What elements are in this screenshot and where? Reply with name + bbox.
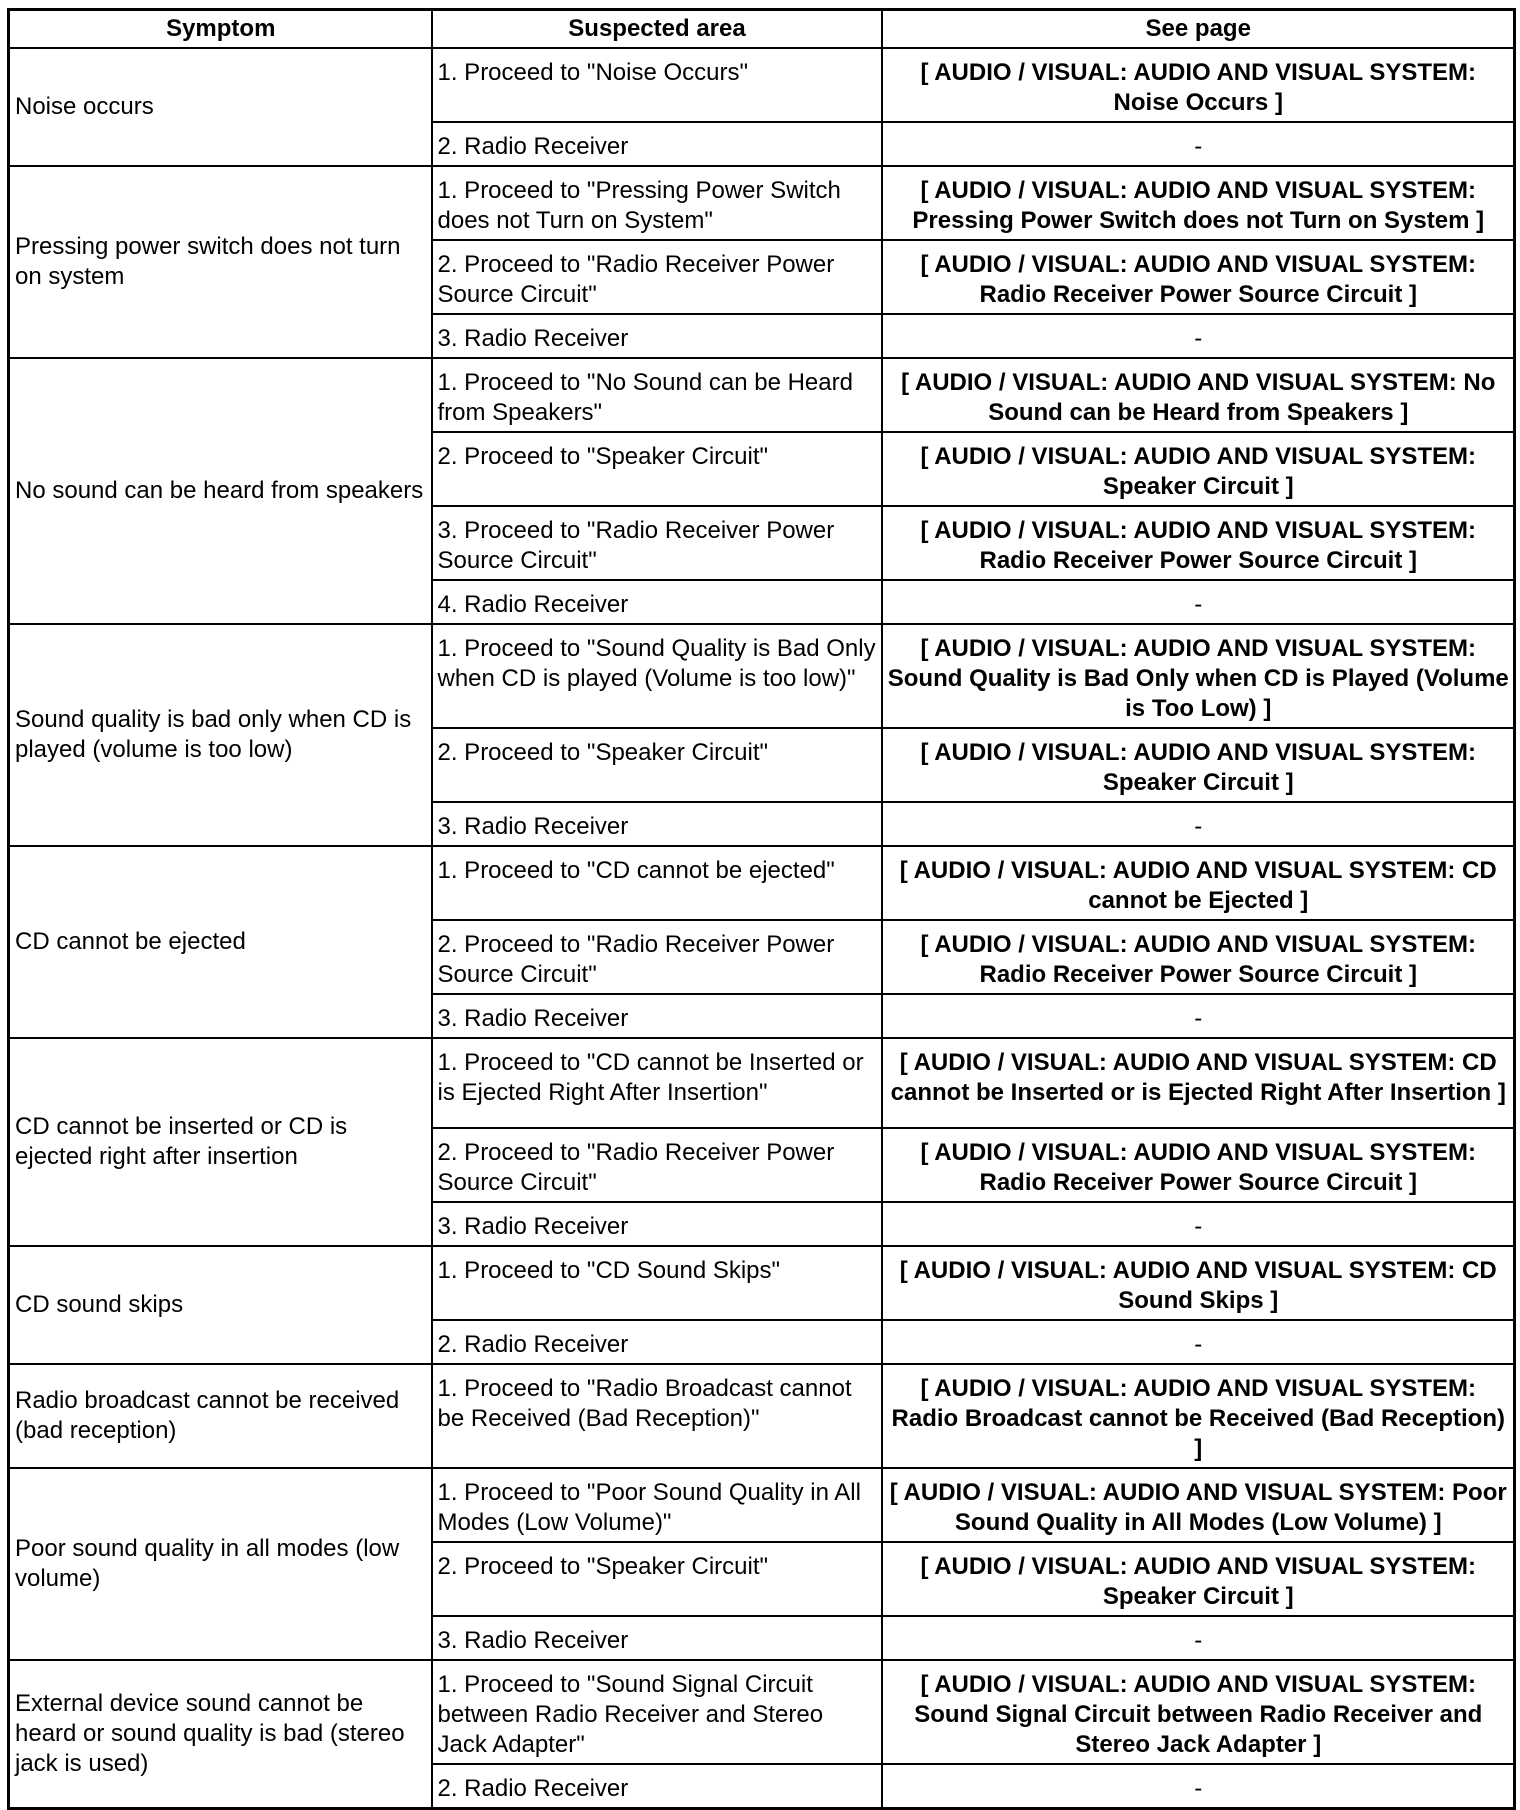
suspected-area-cell: 2. Radio Receiver bbox=[432, 1320, 882, 1364]
table-row bbox=[9, 1364, 1515, 1468]
table-row bbox=[9, 358, 1515, 432]
see-page-link[interactable]: [ AUDIO / VISUAL: AUDIO AND VISUAL SYSTEM: Radio Receiver Power Source Circuit ] bbox=[882, 1128, 1515, 1202]
see-page-link[interactable]: [ AUDIO / VISUAL: AUDIO AND VISUAL SYSTEM: Radio Broadcast cannot be Received (Bad Reception) ] bbox=[882, 1364, 1515, 1468]
see-page-link[interactable]: [ AUDIO / VISUAL: AUDIO AND VISUAL SYSTEM: CD cannot be Inserted or is Ejected Right After Insertion ] bbox=[882, 1038, 1515, 1128]
suspected-area-cell: 1. Proceed to "No Sound can be Heard from Speakers" bbox=[432, 358, 882, 432]
suspected-area-cell: 2. Radio Receiver bbox=[432, 122, 882, 166]
suspected-area-cell: 2. Proceed to "Radio Receiver Power Source Circuit" bbox=[432, 240, 882, 314]
table-row bbox=[9, 1246, 1515, 1320]
see-page-link[interactable]: [ AUDIO / VISUAL: AUDIO AND VISUAL SYSTEM: Pressing Power Switch does not Turn on System ] bbox=[882, 166, 1515, 240]
suspected-area-cell: 4. Radio Receiver bbox=[432, 580, 882, 624]
suspected-area-cell: 1. Proceed to "CD cannot be Inserted or is Ejected Right After Insertion" bbox=[432, 1038, 882, 1128]
symptom-cell: CD cannot be inserted or CD is ejected right after insertion bbox=[9, 1038, 432, 1246]
suspected-area-cell: 2. Proceed to "Speaker Circuit" bbox=[432, 728, 882, 802]
suspected-area-cell: 3. Radio Receiver bbox=[432, 1202, 882, 1246]
suspected-area-cell: 1. Proceed to "Poor Sound Quality in All Modes (Low Volume)" bbox=[432, 1468, 882, 1542]
see-page-link[interactable]: [ AUDIO / VISUAL: AUDIO AND VISUAL SYSTEM: Radio Receiver Power Source Circuit ] bbox=[882, 506, 1515, 580]
see-page-link[interactable]: [ AUDIO / VISUAL: AUDIO AND VISUAL SYSTEM: Sound Signal Circuit between Radio Receiver and Stereo Jack Adapter ] bbox=[882, 1660, 1515, 1764]
suspected-area-cell: 3. Radio Receiver bbox=[432, 314, 882, 358]
suspected-area-cell: 1. Proceed to "CD Sound Skips" bbox=[432, 1246, 882, 1320]
suspected-area-cell: 1. Proceed to "CD cannot be ejected" bbox=[432, 846, 882, 920]
see-page-link[interactable]: [ AUDIO / VISUAL: AUDIO AND VISUAL SYSTEM: Speaker Circuit ] bbox=[882, 728, 1515, 802]
table-row bbox=[9, 624, 1515, 728]
see-page-none: - bbox=[882, 580, 1515, 624]
header-symptom: Symptom bbox=[9, 10, 432, 49]
troubleshooting-table bbox=[7, 8, 1516, 1810]
suspected-area-cell: 3. Radio Receiver bbox=[432, 1616, 882, 1660]
suspected-area-cell: 1. Proceed to "Pressing Power Switch does not Turn on System" bbox=[432, 166, 882, 240]
symptom-cell: CD cannot be ejected bbox=[9, 846, 432, 1038]
see-page-link[interactable]: [ AUDIO / VISUAL: AUDIO AND VISUAL SYSTEM: Poor Sound Quality in All Modes (Low Volume) ] bbox=[882, 1468, 1515, 1542]
symptom-cell: Pressing power switch does not turn on system bbox=[9, 166, 432, 358]
symptom-cell: No sound can be heard from speakers bbox=[9, 358, 432, 624]
symptom-cell: Radio broadcast cannot be received (bad reception) bbox=[9, 1364, 432, 1468]
symptom-cell: Poor sound quality in all modes (low volume) bbox=[9, 1468, 432, 1660]
suspected-area-cell: 3. Proceed to "Radio Receiver Power Source Circuit" bbox=[432, 506, 882, 580]
see-page-link[interactable]: [ AUDIO / VISUAL: AUDIO AND VISUAL SYSTEM: Radio Receiver Power Source Circuit ] bbox=[882, 920, 1515, 994]
see-page-link[interactable]: [ AUDIO / VISUAL: AUDIO AND VISUAL SYSTEM: Radio Receiver Power Source Circuit ] bbox=[882, 240, 1515, 314]
suspected-area-cell: 2. Proceed to "Speaker Circuit" bbox=[432, 432, 882, 506]
see-page-none: - bbox=[882, 1616, 1515, 1660]
suspected-area-cell: 2. Proceed to "Speaker Circuit" bbox=[432, 1542, 882, 1616]
see-page-none: - bbox=[882, 802, 1515, 846]
see-page-link[interactable]: [ AUDIO / VISUAL: AUDIO AND VISUAL SYSTEM: Noise Occurs ] bbox=[882, 48, 1515, 122]
see-page-none: - bbox=[882, 122, 1515, 166]
suspected-area-cell: 2. Radio Receiver bbox=[432, 1764, 882, 1809]
header-row bbox=[9, 10, 1515, 49]
suspected-area-cell: 3. Radio Receiver bbox=[432, 802, 882, 846]
suspected-area-cell: 2. Proceed to "Radio Receiver Power Source Circuit" bbox=[432, 920, 882, 994]
see-page-link[interactable]: [ AUDIO / VISUAL: AUDIO AND VISUAL SYSTEM: Sound Quality is Bad Only when CD is Played (Volume is Too Low) ] bbox=[882, 624, 1515, 728]
see-page-none: - bbox=[882, 1764, 1515, 1809]
symptom-cell: Noise occurs bbox=[9, 48, 432, 166]
table-row bbox=[9, 48, 1515, 122]
symptom-cell: Sound quality is bad only when CD is played (volume is too low) bbox=[9, 624, 432, 846]
header-suspected-area: Suspected area bbox=[432, 10, 882, 49]
suspected-area-cell: 1. Proceed to "Radio Broadcast cannot be Received (Bad Reception)" bbox=[432, 1364, 882, 1468]
header-see-page: See page bbox=[882, 10, 1515, 49]
see-page-none: - bbox=[882, 314, 1515, 358]
see-page-link[interactable]: [ AUDIO / VISUAL: AUDIO AND VISUAL SYSTEM: Speaker Circuit ] bbox=[882, 432, 1515, 506]
table-row bbox=[9, 1038, 1515, 1128]
see-page-link[interactable]: [ AUDIO / VISUAL: AUDIO AND VISUAL SYSTEM: No Sound can be Heard from Speakers ] bbox=[882, 358, 1515, 432]
see-page-none: - bbox=[882, 1202, 1515, 1246]
suspected-area-cell: 3. Radio Receiver bbox=[432, 994, 882, 1038]
table-body bbox=[9, 48, 1515, 1808]
see-page-none: - bbox=[882, 1320, 1515, 1364]
suspected-area-cell: 1. Proceed to "Noise Occurs" bbox=[432, 48, 882, 122]
suspected-area-cell: 1. Proceed to "Sound Quality is Bad Only when CD is played (Volume is too low)" bbox=[432, 624, 882, 728]
see-page-link[interactable]: [ AUDIO / VISUAL: AUDIO AND VISUAL SYSTEM: Speaker Circuit ] bbox=[882, 1542, 1515, 1616]
table-row bbox=[9, 1660, 1515, 1764]
table-row bbox=[9, 166, 1515, 240]
table-row bbox=[9, 1468, 1515, 1542]
see-page-link[interactable]: [ AUDIO / VISUAL: AUDIO AND VISUAL SYSTEM: CD cannot be Ejected ] bbox=[882, 846, 1515, 920]
symptom-cell: CD sound skips bbox=[9, 1246, 432, 1364]
see-page-none: - bbox=[882, 994, 1515, 1038]
table-row bbox=[9, 846, 1515, 920]
see-page-link[interactable]: [ AUDIO / VISUAL: AUDIO AND VISUAL SYSTEM: CD Sound Skips ] bbox=[882, 1246, 1515, 1320]
symptom-cell: External device sound cannot be heard or sound quality is bad (stereo jack is used) bbox=[9, 1660, 432, 1809]
suspected-area-cell: 1. Proceed to "Sound Signal Circuit between Radio Receiver and Stereo Jack Adapter" bbox=[432, 1660, 882, 1764]
suspected-area-cell: 2. Proceed to "Radio Receiver Power Source Circuit" bbox=[432, 1128, 882, 1202]
